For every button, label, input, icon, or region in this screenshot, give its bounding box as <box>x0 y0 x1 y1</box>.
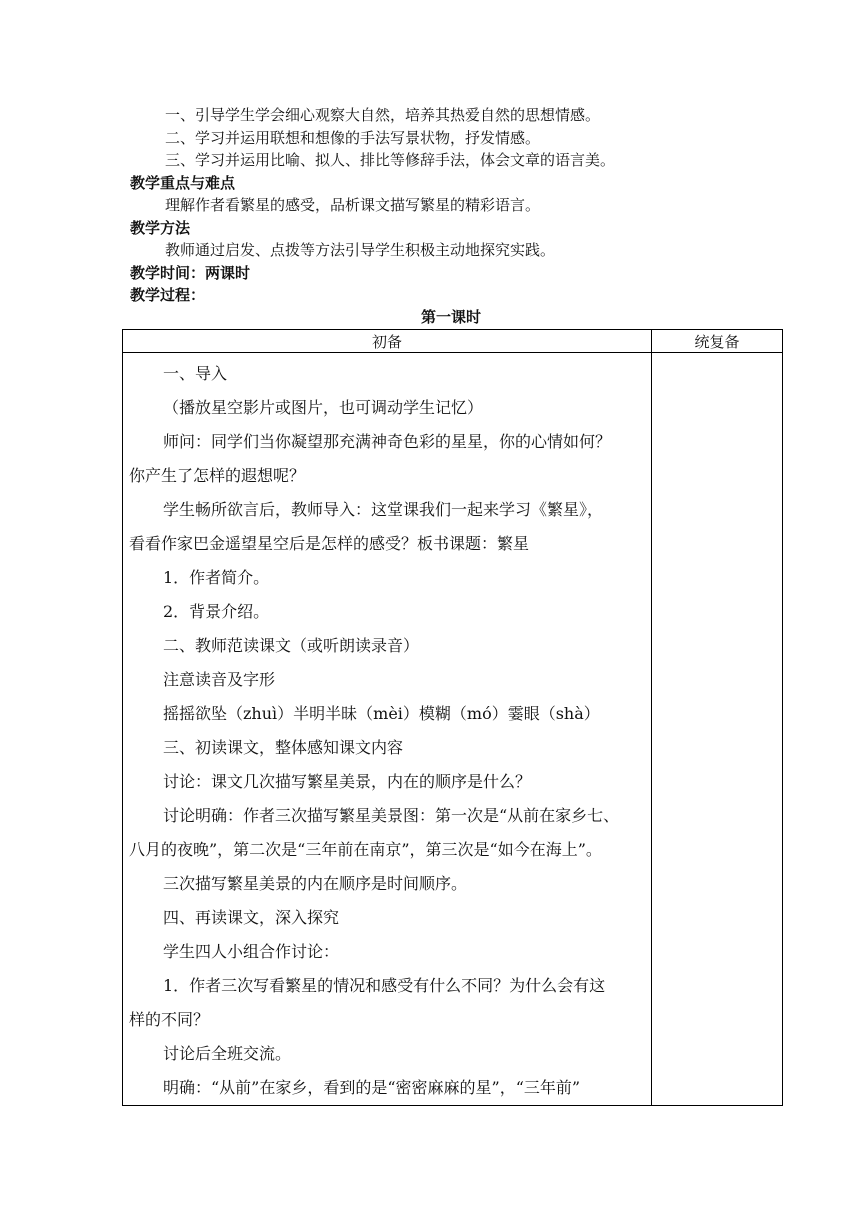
col-header-review-prep: 统复备 <box>652 330 783 353</box>
content-line: 1．作者简介。 <box>163 568 270 587</box>
method-heading: 教学方法 <box>130 218 191 237</box>
content-line: 学生四人小组合作讨论： <box>163 942 340 961</box>
content-line: 三次描写繁星美景的内在顺序是时间顺序。 <box>163 874 468 893</box>
content-line: 讨论明确：作者三次描写繁星美景图：第一次是“从前在家乡七、 <box>163 806 620 825</box>
lesson-plan-header <box>130 104 780 307</box>
method-text: 教师通过启发、点拨等方法引导学生积极主动地探究实践。 <box>165 241 556 259</box>
content-line: 看看作家巴金遥望星空后是怎样的感受？板书课题：繁星 <box>129 534 530 553</box>
content-line: 八月的夜晚”，第二次是“三年前在南京”，第三次是“如今在海上”。 <box>129 840 602 859</box>
review-prep-cell <box>652 353 783 1106</box>
col-header-initial-prep: 初备 <box>123 330 652 353</box>
pronunciation-line: 摇摇欲坠（zhuì）半明半昧（mèi）模糊（mó）霎眼（shà） <box>163 704 600 723</box>
content-line: 三、初读课文，整体感知课文内容 <box>163 738 404 757</box>
content-line: 学生畅所欲言后，教师导入：这堂课我们一起来学习《繁星》， <box>163 500 604 519</box>
lesson-table <box>122 329 783 1106</box>
process-heading: 教学过程： <box>130 286 206 304</box>
content-line: 四、再读课文，深入探究 <box>163 908 340 927</box>
time-heading: 教学时间：两课时 <box>130 263 251 282</box>
objective-1: 一、引导学生学会细心观察大自然，培养其热爱自然的思想情感。 <box>165 106 601 124</box>
content-line: 明确：“从前”在家乡，看到的是“密密麻麻的星”，“三年前” <box>163 1078 581 1097</box>
initial-prep-cell <box>123 353 652 1106</box>
focus-heading: 教学重点与难点 <box>130 173 236 192</box>
objective-2: 二、学习并运用联想和想像的手法写景状物，抒发情感。 <box>165 128 541 147</box>
content-line: 2．背景介绍。 <box>163 602 270 621</box>
content-line: 样的不同？ <box>129 1010 210 1029</box>
content-line: 1．作者三次写看繁星的情况和感受有什么不同？为什么会有这 <box>163 976 606 995</box>
content-line: 讨论后全班交流。 <box>163 1044 292 1063</box>
content-line: 注意读音及字形 <box>163 670 276 689</box>
objective-3: 三、学习并运用比喻、拟人、排比等修辞手法，体会文章的语言美。 <box>165 151 616 169</box>
focus-text: 理解作者看繁星的感受，品析课文描写繁星的精彩语言。 <box>165 196 541 214</box>
content-line: （播放星空影片或图片，也可调动学生记忆） <box>163 398 484 417</box>
content-line: 二、教师范读课文（或听朗读录音） <box>163 636 420 655</box>
content-line: 师问：同学们当你凝望那充满神奇色彩的星星，你的心情如何？ <box>163 432 612 451</box>
lesson-title: 第一课时 <box>420 308 481 326</box>
content-line: 讨论：课文几次描写繁星美景，内在的顺序是什么？ <box>163 772 532 791</box>
content-line: 一、导入 <box>163 364 228 383</box>
content-line: 你产生了怎样的遐想呢？ <box>129 466 306 485</box>
